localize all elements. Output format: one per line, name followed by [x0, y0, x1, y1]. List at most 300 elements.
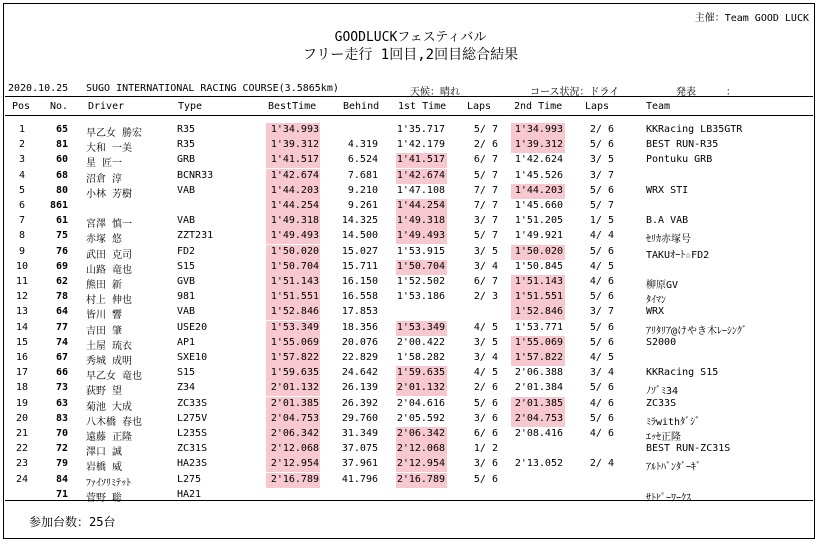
row-laps2: 4/ 6 — [589, 276, 614, 287]
row-team: 柳原GV — [646, 280, 679, 291]
row-laps1: 3/ 6 — [473, 412, 498, 424]
row-behind: 18.356 — [341, 321, 378, 333]
row-number: 68 — [55, 169, 68, 181]
row-pos: 11 — [15, 276, 29, 287]
table-bottom-rule — [5, 500, 813, 501]
row-first-time: 1'42.179 — [396, 139, 445, 151]
row-second-time: 1'52.846 — [514, 306, 563, 318]
row-behind: 7.681 — [347, 169, 378, 181]
row-laps1: 2/ 3 — [473, 291, 498, 303]
row-type: L235S — [177, 428, 208, 439]
row-team: B.A VAB — [646, 215, 689, 227]
row-type: Z34 — [177, 382, 196, 394]
row-laps2: 5/ 6 — [589, 412, 614, 424]
row-pos: 10 — [15, 260, 29, 272]
row-behind: 16.150 — [341, 276, 378, 287]
row-number: 67 — [55, 352, 68, 363]
row-first-time: 1'50.704 — [396, 260, 445, 272]
col-driver-header: Driver — [88, 101, 125, 112]
row-behind: 24.642 — [341, 367, 378, 379]
announced-label: 発表 ： — [676, 87, 736, 98]
row-laps2: 3/ 4 — [589, 367, 614, 379]
row-behind: 14.325 — [341, 215, 378, 227]
table-row — [0, 305, 821, 320]
row-pos: 18 — [15, 382, 29, 394]
row-driver: 星 匠一 — [86, 158, 123, 170]
row-team: S2000 — [646, 336, 677, 348]
row-behind: 4.319 — [347, 139, 378, 151]
table-row — [0, 351, 821, 366]
row-behind: 14.500 — [341, 230, 378, 242]
row-second-time: 1'51.205 — [514, 215, 563, 227]
row-laps2: 3/ 7 — [589, 169, 614, 181]
row-laps1: 3/ 4 — [473, 352, 498, 363]
row-team: ｻﾄﾋﾟｰﾜｰｸｽ — [646, 492, 691, 504]
row-laps1: 3/ 5 — [473, 336, 498, 348]
row-number: 79 — [55, 458, 68, 470]
row-behind: 31.349 — [341, 428, 378, 439]
row-driver: 武田 克司 — [86, 249, 133, 261]
row-driver: 村上 伸也 — [86, 295, 133, 307]
row-pos: 23 — [15, 458, 29, 470]
row-best-time: 1'44.254 — [270, 200, 319, 211]
event-title: GOODLUCKフェスティバル — [334, 30, 487, 45]
row-team: KKRacing LB35GTR — [646, 124, 743, 135]
row-first-time: 1'52.502 — [396, 276, 445, 287]
row-laps2: 2/ 4 — [589, 458, 614, 470]
row-first-time: 1'44.254 — [396, 200, 445, 211]
row-team: KKRacing S15 — [646, 367, 719, 379]
table-row — [0, 123, 821, 138]
table-row — [0, 153, 821, 168]
row-second-time: 2'01.385 — [514, 397, 563, 409]
row-first-time: 1'59.635 — [396, 367, 445, 379]
table-row — [0, 473, 821, 488]
row-behind: 15.711 — [341, 260, 378, 272]
row-laps2: 3/ 7 — [589, 306, 614, 318]
row-number: 66 — [55, 367, 68, 379]
table-row — [0, 214, 821, 229]
row-laps1: 4/ 5 — [473, 321, 498, 333]
row-best-time: 2'04.753 — [270, 412, 319, 424]
row-behind: 16.558 — [341, 291, 378, 303]
row-team: Pontuku GRB — [646, 154, 713, 166]
table-row — [0, 381, 821, 396]
track-condition-label: コース状況：ドライ — [530, 87, 620, 98]
row-driver: 赤塚 悠 — [86, 234, 123, 246]
row-type: FD2 — [177, 245, 196, 257]
row-driver: 小林 芳樹 — [86, 188, 133, 200]
col-pos-header: Pos — [12, 101, 31, 112]
row-laps1: 2/ 6 — [473, 382, 498, 394]
row-best-time: 1'42.674 — [270, 169, 319, 181]
row-best-time: 2'12.068 — [270, 443, 319, 455]
row-best-time: 1'44.203 — [270, 184, 319, 196]
row-pos: 13 — [15, 306, 29, 318]
row-pos: 16 — [15, 352, 29, 363]
row-type: L275 — [177, 473, 202, 485]
row-pos: 7 — [18, 215, 26, 227]
row-number: 73 — [55, 382, 68, 394]
col-second-header: 2nd Time — [514, 101, 563, 112]
row-pos: 6 — [18, 200, 26, 211]
row-second-time: 1'53.771 — [514, 321, 563, 333]
row-type: S15 — [177, 367, 196, 379]
row-pos: 2 — [18, 139, 26, 151]
row-laps1: 5/ 6 — [473, 397, 498, 409]
row-driver: 澤口 誠 — [86, 447, 123, 459]
row-second-time: 1'55.069 — [514, 336, 563, 348]
row-first-time: 2'16.789 — [396, 473, 445, 485]
row-first-time: 1'53.186 — [396, 291, 445, 303]
row-type: ZZT231 — [177, 230, 214, 242]
row-driver: 吉田 肇 — [86, 325, 123, 337]
row-second-time: 1'49.921 — [514, 230, 563, 242]
table-row — [0, 321, 821, 336]
row-driver: 遠藤 正隆 — [86, 432, 133, 443]
row-laps1: 7/ 7 — [473, 200, 498, 211]
row-driver: 秀城 成明 — [86, 356, 133, 367]
row-number: 64 — [55, 306, 68, 318]
row-laps2: 5/ 6 — [589, 184, 614, 196]
table-row — [0, 245, 821, 260]
row-behind: 41.796 — [341, 473, 378, 485]
row-second-time: 2'13.052 — [514, 458, 563, 470]
row-number: 76 — [55, 245, 68, 257]
row-number: 63 — [55, 397, 68, 409]
row-driver: 八木橋 春也 — [86, 416, 143, 428]
row-type: VAB — [177, 184, 196, 196]
row-pos: 17 — [15, 367, 29, 379]
row-first-time: 1'53.915 — [396, 245, 445, 257]
row-number: 62 — [55, 276, 68, 287]
row-second-time: 1'51.143 — [514, 276, 563, 287]
row-best-time: 1'41.517 — [270, 154, 319, 166]
row-best-time: 1'49.318 — [270, 215, 319, 227]
row-driver: 菅野 聡 — [86, 492, 123, 504]
row-pos: 15 — [15, 336, 29, 348]
row-laps1: 3/ 6 — [473, 458, 498, 470]
row-laps2: 5/ 6 — [589, 336, 614, 348]
table-row — [0, 442, 821, 457]
table-row — [0, 457, 821, 472]
row-type: S15 — [177, 260, 196, 272]
row-type: BCNR33 — [177, 169, 214, 181]
row-behind: 9.261 — [347, 200, 378, 211]
row-behind: 20.076 — [341, 336, 378, 348]
row-team: ｾﾘｶ赤塚号 — [646, 234, 691, 246]
row-second-time: 2'08.416 — [514, 428, 563, 439]
row-driver: 菊池 大成 — [86, 401, 133, 413]
row-pos: 5 — [18, 184, 26, 196]
row-laps2: 4/ 5 — [589, 260, 614, 272]
row-pos: 9 — [18, 245, 26, 257]
row-second-time: 1'50.020 — [514, 245, 563, 257]
weather-label: 天候：晴れ — [410, 87, 460, 98]
row-best-time: 1'34.993 — [270, 124, 319, 135]
row-first-time: 1'58.282 — [396, 352, 445, 363]
header-top-rule — [5, 96, 813, 97]
row-laps1: 7/ 7 — [473, 184, 498, 196]
row-number: 78 — [55, 291, 68, 303]
col-type-header: Type — [178, 101, 203, 112]
row-number: 77 — [55, 321, 68, 333]
row-type: ZC31S — [177, 443, 208, 455]
row-second-time: 1'34.993 — [514, 124, 563, 135]
course-label: SUGO INTERNATIONAL RACING COURSE(3.5865km) — [86, 83, 339, 94]
row-type: L275V — [177, 412, 208, 424]
row-laps2: 4/ 4 — [589, 230, 614, 242]
row-number: 75 — [55, 230, 68, 242]
row-first-time: 2'05.592 — [396, 412, 445, 424]
row-number: 69 — [55, 260, 68, 272]
table-row — [0, 169, 821, 184]
row-behind: 37.075 — [341, 443, 378, 455]
row-second-time: 1'45.660 — [514, 200, 563, 211]
row-driver: 沼倉 淳 — [86, 173, 123, 185]
row-team: WRX STI — [646, 184, 689, 196]
row-driver: 皆川 響 — [86, 310, 123, 322]
row-laps2: 4/ 6 — [589, 397, 614, 409]
row-type: SXE10 — [177, 352, 208, 363]
row-laps2: 3/ 5 — [589, 154, 614, 166]
row-laps2: 5/ 6 — [589, 321, 614, 333]
row-team: ﾀｲﾏﾝ — [646, 295, 666, 307]
row-second-time: 1'44.203 — [514, 184, 563, 196]
row-best-time: 1'52.846 — [270, 306, 319, 318]
row-number: 60 — [55, 154, 68, 166]
row-type: R35 — [177, 139, 196, 151]
row-team: WRX — [646, 306, 665, 318]
row-number: 74 — [55, 336, 68, 348]
row-type: HA21 — [177, 488, 202, 500]
row-pos: 19 — [15, 397, 29, 409]
row-type: HA23S — [177, 458, 208, 470]
row-driver: 岩橋 威 — [86, 462, 123, 474]
col-team-header: Team — [646, 101, 671, 112]
row-laps1: 5/ 7 — [473, 169, 498, 181]
row-laps1: 5/ 7 — [473, 230, 498, 242]
table-row — [0, 275, 821, 290]
row-second-time: 2'04.753 — [514, 412, 563, 424]
row-laps2: 5/ 6 — [589, 139, 614, 151]
row-laps1: 3/ 5 — [473, 245, 498, 257]
row-best-time: 1'51.143 — [270, 276, 319, 287]
row-team: BEST RUN-ZC31S — [646, 443, 731, 455]
col-first-header: 1st Time — [398, 101, 447, 112]
row-number: 61 — [55, 215, 68, 227]
row-pos: 21 — [15, 428, 29, 439]
row-second-time: 1'39.312 — [514, 139, 563, 151]
row-first-time: 1'41.517 — [396, 154, 445, 166]
row-best-time: 1'57.822 — [270, 352, 319, 363]
row-type: VAB — [177, 306, 196, 318]
row-number: 72 — [55, 443, 68, 455]
row-driver: 早乙女 勝宏 — [86, 128, 143, 139]
row-laps2: 5/ 7 — [589, 200, 614, 211]
row-driver: ﾌｧｲｿﾘﾐﾃｯﾄ — [86, 477, 131, 489]
row-behind: 6.524 — [347, 154, 378, 166]
row-behind: 26.139 — [341, 382, 378, 394]
row-team: ｱﾙﾄﾊﾞﾝﾀﾞｰｷﾞ — [646, 462, 701, 474]
row-type: USE20 — [177, 321, 208, 333]
row-second-time: 1'50.845 — [514, 260, 563, 272]
row-laps2: 5/ 6 — [589, 382, 614, 394]
row-pos: 4 — [18, 169, 26, 181]
row-number: 84 — [55, 473, 68, 485]
row-behind: 29.760 — [341, 412, 378, 424]
table-row — [0, 336, 821, 351]
row-laps1: 6/ 6 — [473, 428, 498, 439]
row-first-time: 2'12.068 — [396, 443, 445, 455]
row-second-time: 1'57.822 — [514, 352, 563, 363]
row-laps2: 5/ 6 — [589, 245, 614, 257]
row-type: GVB — [177, 276, 196, 287]
row-laps2: 4/ 6 — [589, 428, 614, 439]
table-row — [0, 366, 821, 381]
row-best-time: 2'06.342 — [270, 428, 319, 439]
row-laps1: 5/ 7 — [473, 124, 498, 135]
col-laps2-header: Laps — [585, 101, 610, 112]
row-best-time: 1'51.551 — [270, 291, 319, 303]
row-driver: 熊田 新 — [86, 280, 123, 291]
row-number: 71 — [55, 488, 68, 500]
row-driver: 土屋 琉衣 — [86, 340, 133, 352]
participants-count: 参加台数：25台 — [29, 515, 116, 529]
row-best-time: 2'12.954 — [270, 458, 319, 470]
row-team: ﾐﾗwithﾀﾞｼﾞ — [646, 416, 701, 428]
row-behind: 26.392 — [341, 397, 378, 409]
row-driver: 早乙女 竜也 — [86, 371, 143, 383]
row-driver: 宮澤 慎一 — [86, 219, 133, 231]
row-second-time: 2'06.388 — [514, 367, 563, 379]
row-type: AP1 — [177, 336, 196, 348]
table-row — [0, 184, 821, 199]
row-best-time: 1'55.069 — [270, 336, 319, 348]
row-team: ZC33S — [646, 397, 677, 409]
row-number: 70 — [55, 428, 68, 439]
row-best-time: 1'50.704 — [270, 260, 319, 272]
row-laps1: 3/ 4 — [473, 260, 498, 272]
row-laps2: 5/ 6 — [589, 291, 614, 303]
row-number: 80 — [55, 184, 68, 196]
table-row — [0, 397, 821, 412]
row-type: R35 — [177, 124, 196, 135]
row-driver: 大和 一美 — [86, 143, 133, 155]
row-pos: 12 — [15, 291, 29, 303]
row-number: 83 — [55, 412, 68, 424]
col-laps1-header: Laps — [467, 101, 492, 112]
row-pos: 14 — [15, 321, 29, 333]
row-second-time: 1'42.624 — [514, 154, 563, 166]
row-behind: 22.829 — [341, 352, 378, 363]
row-pos: 1 — [18, 124, 26, 135]
row-first-time: 1'49.318 — [396, 215, 445, 227]
row-pos: 22 — [15, 443, 29, 455]
row-laps1: 1/ 2 — [473, 443, 498, 455]
row-second-time: 1'45.526 — [514, 169, 563, 181]
row-number: 65 — [55, 124, 68, 135]
row-team: ｱﾘﾀﾘｱ@けやき木ﾚｰｼﾝｸﾞ — [646, 325, 748, 337]
row-laps2: 2/ 6 — [589, 124, 614, 135]
row-laps2: 1/ 5 — [589, 215, 614, 227]
row-first-time: 2'04.616 — [396, 397, 445, 409]
date-label: 2020.10.25 — [8, 83, 69, 94]
table-row — [0, 290, 821, 305]
row-laps1: 5/ 6 — [473, 473, 498, 485]
row-behind: 15.027 — [341, 245, 378, 257]
row-driver: 山路 竜也 — [86, 264, 133, 276]
row-second-time: 2'01.384 — [514, 382, 563, 394]
row-best-time: 2'01.132 — [270, 382, 319, 394]
table-row — [0, 412, 821, 427]
row-laps1: 6/ 7 — [473, 154, 498, 166]
row-first-time: 2'00.422 — [396, 336, 445, 348]
row-best-time: 1'53.349 — [270, 321, 319, 333]
session-title: フリー走行 1回目,2回目総合結果 — [302, 47, 519, 63]
row-number: 861 — [49, 200, 68, 211]
table-row — [0, 229, 821, 244]
row-type: ZC33S — [177, 397, 208, 409]
table-row — [0, 138, 821, 153]
row-first-time: 2'06.342 — [396, 428, 445, 439]
row-behind: 17.853 — [341, 306, 378, 318]
row-laps1: 2/ 6 — [473, 139, 498, 151]
row-best-time: 2'16.789 — [270, 473, 319, 485]
row-best-time: 1'50.020 — [270, 245, 319, 257]
row-best-time: 1'39.312 — [270, 139, 319, 151]
row-laps1: 6/ 7 — [473, 276, 498, 287]
row-first-time: 1'49.493 — [396, 230, 445, 242]
col-no-header: No. — [50, 101, 69, 112]
row-team: BEST RUN-R35 — [646, 139, 719, 151]
row-type: GRB — [177, 154, 196, 166]
row-team: ﾉｿﾞﾐ34 — [646, 386, 679, 398]
col-best-header: BestTime — [268, 101, 317, 112]
row-first-time: 2'01.132 — [396, 382, 445, 394]
table-row — [0, 427, 821, 442]
row-best-time: 2'01.385 — [270, 397, 319, 409]
row-best-time: 1'59.635 — [270, 367, 319, 379]
row-type: 981 — [177, 291, 196, 303]
row-laps1: 4/ 5 — [473, 367, 498, 379]
row-pos: 20 — [15, 412, 29, 424]
header-bottom-rule — [5, 115, 813, 116]
col-behind-header: Behind — [343, 101, 380, 112]
row-best-time: 1'49.493 — [270, 230, 319, 242]
row-type: VAB — [177, 215, 196, 227]
row-first-time: 1'42.674 — [396, 169, 445, 181]
row-pos: 8 — [18, 230, 26, 242]
row-laps1: 3/ 7 — [473, 215, 498, 227]
table-row — [0, 199, 821, 214]
row-team: ｴｯｾ正隆 — [646, 432, 681, 443]
row-second-time: 1'51.551 — [514, 291, 563, 303]
row-first-time: 1'53.349 — [396, 321, 445, 333]
row-first-time: 2'12.954 — [396, 458, 445, 470]
row-first-time: 1'35.717 — [396, 124, 445, 135]
row-pos: 3 — [18, 154, 26, 166]
row-driver: 荻野 望 — [86, 386, 123, 398]
organizer-label: 主催：Team GOOD LUCK — [694, 13, 809, 24]
row-behind: 37.961 — [341, 458, 378, 470]
row-pos: 24 — [15, 473, 29, 485]
row-number: 81 — [55, 139, 68, 151]
row-laps2: 4/ 5 — [589, 352, 614, 363]
row-first-time: 1'47.108 — [396, 184, 445, 196]
row-team: TAKUｵｰﾄ☆FD2 — [646, 249, 710, 261]
row-behind: 9.210 — [347, 184, 378, 196]
